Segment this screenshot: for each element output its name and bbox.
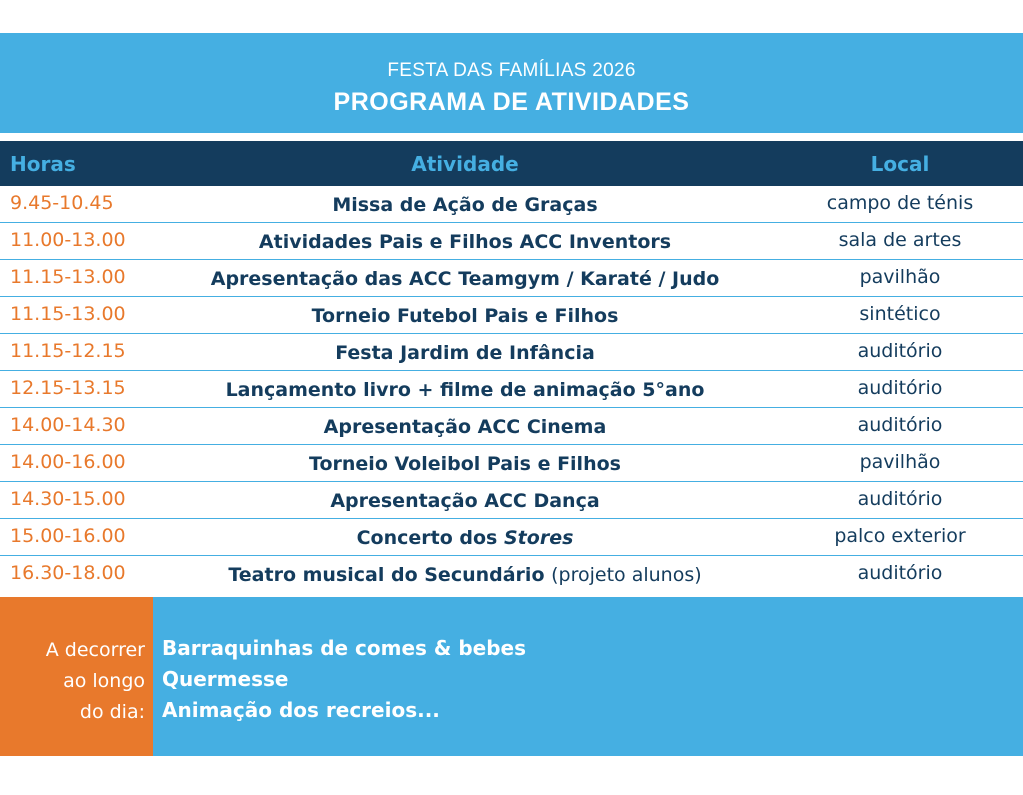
row-place: auditório bbox=[857, 562, 943, 584]
row-hours: 15.00-16.00 bbox=[10, 525, 126, 547]
row-activity: Apresentação ACC Cinema bbox=[323, 416, 607, 438]
header-banner bbox=[0, 33, 1023, 133]
row-activity: Torneio Voleibol Pais e Filhos bbox=[309, 453, 621, 475]
table-row bbox=[0, 445, 1023, 482]
row-activity: Apresentação ACC Dança bbox=[330, 490, 600, 512]
row-hours: 14.00-14.30 bbox=[10, 414, 126, 436]
table-row bbox=[0, 334, 1023, 371]
table-row bbox=[0, 408, 1023, 445]
table-row bbox=[0, 186, 1023, 223]
row-hours: 14.30-15.00 bbox=[10, 488, 126, 510]
row-activity bbox=[150, 564, 780, 586]
row-hours: 11.15-13.00 bbox=[10, 266, 126, 288]
row-hours: 14.00-16.00 bbox=[10, 451, 126, 473]
ongoing-label-panel bbox=[0, 597, 153, 756]
column-header-place: Local bbox=[870, 152, 930, 176]
ongoing-item: Quermesse bbox=[162, 667, 289, 691]
row-activity-note: (projeto alunos) bbox=[551, 564, 702, 586]
row-hours: 12.15-13.15 bbox=[10, 377, 126, 399]
row-place: sala de artes bbox=[838, 229, 962, 251]
row-place: auditório bbox=[857, 488, 943, 510]
ongoing-label-line: A decorrer bbox=[45, 639, 145, 661]
row-hours: 9.45-10.45 bbox=[10, 192, 114, 214]
row-place: campo de ténis bbox=[826, 192, 974, 214]
row-activity: Festa Jardim de Infância bbox=[335, 342, 595, 364]
table-row bbox=[0, 519, 1023, 556]
page-title: PROGRAMA DE ATIVIDADES bbox=[333, 88, 690, 116]
row-activity-text: Concerto dos bbox=[356, 527, 498, 549]
row-place: sintético bbox=[859, 303, 941, 325]
row-hours: 11.00-13.00 bbox=[10, 229, 126, 251]
table-header bbox=[0, 141, 1023, 186]
table-row bbox=[0, 223, 1023, 260]
row-place: auditório bbox=[857, 414, 943, 436]
row-activity-text: Teatro musical do Secundário bbox=[228, 564, 545, 586]
row-hours: 11.15-13.00 bbox=[10, 303, 126, 325]
ongoing-item: Animação dos recreios... bbox=[162, 698, 440, 722]
ongoing-items-list bbox=[162, 633, 526, 726]
schedule-table-body bbox=[0, 186, 1023, 592]
column-header-hours: Horas bbox=[10, 152, 76, 176]
row-place: palco exterior bbox=[834, 525, 966, 547]
row-place: auditório bbox=[857, 377, 943, 399]
ongoing-label-line: do dia: bbox=[79, 701, 145, 723]
row-place: pavilhão bbox=[859, 266, 941, 288]
row-activity bbox=[150, 527, 780, 549]
row-place: auditório bbox=[857, 340, 943, 362]
row-activity: Atividades Pais e Filhos ACC Inventors bbox=[258, 231, 672, 253]
row-hours: 11.15-12.15 bbox=[10, 340, 126, 362]
table-row bbox=[0, 482, 1023, 519]
table-row bbox=[0, 371, 1023, 408]
row-hours: 16.30-18.00 bbox=[10, 562, 126, 584]
row-activity: Apresentação das ACC Teamgym / Karaté / Judo bbox=[210, 268, 720, 290]
row-activity: Missa de Ação de Graças bbox=[332, 194, 598, 216]
ongoing-label bbox=[46, 635, 145, 728]
row-activity-italic: Stores bbox=[504, 527, 574, 549]
row-activity: Lançamento livro + filme de animação 5°ano bbox=[225, 379, 705, 401]
ongoing-items-panel bbox=[153, 597, 1023, 756]
ongoing-item: Barraquinhas de comes & bebes bbox=[162, 636, 526, 660]
row-place: pavilhão bbox=[859, 451, 941, 473]
table-row bbox=[0, 260, 1023, 297]
ongoing-label-line: ao longo bbox=[63, 670, 145, 692]
table-row bbox=[0, 556, 1023, 592]
table-row bbox=[0, 297, 1023, 334]
column-header-activity: Atividade bbox=[411, 152, 519, 176]
row-activity: Torneio Futebol Pais e Filhos bbox=[311, 305, 619, 327]
event-subtitle: FESTA DAS FAMÍLIAS 2026 bbox=[387, 60, 636, 81]
